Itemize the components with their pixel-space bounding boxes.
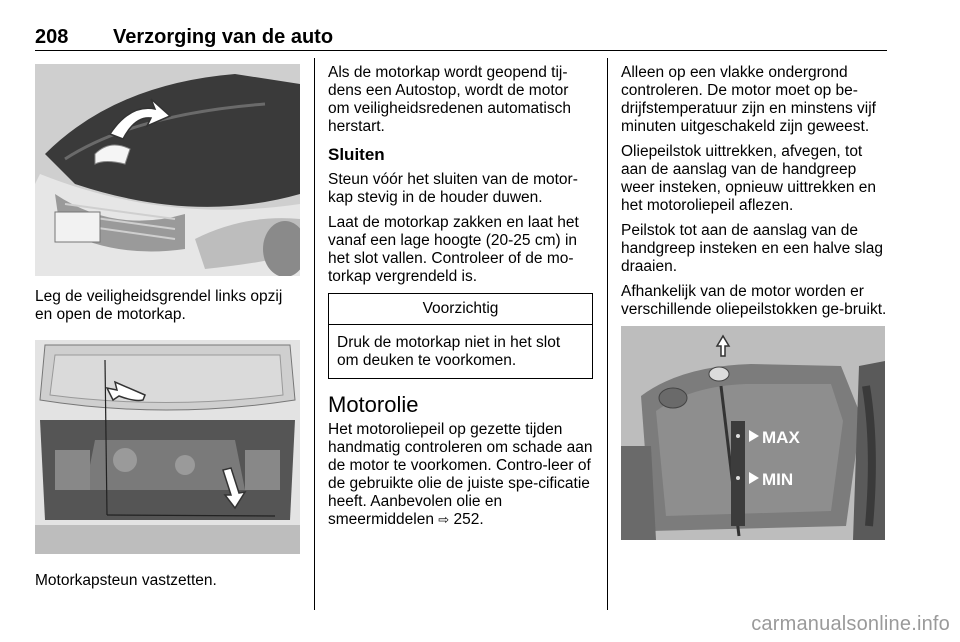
column-divider-2: [607, 58, 608, 610]
page-reference-icon: ⇨: [438, 512, 450, 527]
engine-oil-paragraph: [328, 421, 593, 529]
figure-2-caption: Motorkapsteun vastzetten.: [35, 572, 217, 589]
page-number: 208: [35, 26, 69, 48]
caution-title: Voorzichtig: [329, 294, 592, 325]
page-header: [35, 26, 885, 50]
column-1: [35, 64, 300, 597]
check-paragraph-2: Oliepeilstok uittrekken, afvegen, tot aan de aanslag van de handgreep weer insteken, opnieuw uittrekken en het motoroliepeil aflezen.: [621, 143, 877, 214]
figure-open-hood: [35, 64, 300, 276]
column-3: [621, 64, 887, 540]
closing-paragraph-2: Laat de motorkap zakken en laat het vanaf een lage hoogte (20-25 cm) in het slot vallen. Controleer of de mo-torkap vergrendeld is.: [328, 214, 579, 285]
dipstick-max-label: MAX: [762, 428, 800, 447]
hood-illustration: [35, 64, 300, 276]
closing-paragraph-1: Steun vóór het sluiten van de motor-kap stevig in de houder duwen.: [328, 171, 578, 206]
engine-oil-heading: Motorolie: [328, 392, 419, 417]
check-paragraph-4: Afhankelijk van de motor worden er verschillende oliepeilstokken ge-bruikt.: [621, 283, 887, 318]
check-paragraph-3: Peilstok tot aan de aanslag van de handgreep insteken en een halve slag draaien.: [621, 222, 883, 275]
watermark: carmanualsonline.info: [751, 613, 950, 635]
figure-dipstick: [621, 326, 885, 540]
column-2: [328, 64, 593, 536]
dipstick-min-label: MIN: [762, 470, 794, 489]
caution-box: [328, 293, 593, 379]
figure-hood-support: [35, 340, 300, 554]
page-reference[interactable]: 252.: [453, 511, 484, 528]
check-paragraph-1: Alleen op een vlakke ondergrond controleren. De motor moet op be-drijfstemperatuur zijn en minstens vijf minuten uitgeschakeld zijn geweest.: [621, 64, 876, 135]
page-title: Verzorging van de auto: [113, 26, 334, 48]
engine-oil-text: Het motoroliepeil op gezette tijden handmatig controleren om schade aan de motor te voorkomen. Contro-leer of de gebruikte olie de juiste spe-cificatie heeft. Aanbevolen olie en smeermiddelen: [328, 421, 593, 528]
column-divider-1: [314, 58, 315, 610]
hood-support-illustration: [35, 340, 300, 554]
dipstick-illustration: [621, 326, 885, 540]
caution-text: Druk de motorkap niet in het slot om deuken te voorkomen.: [337, 334, 561, 369]
autostop-paragraph: Als de motorkap wordt geopend tij-dens een Autostop, wordt de motor om veiligheidsredenen automatisch herstart.: [328, 64, 571, 135]
header-rule: [35, 50, 887, 51]
figure-1-caption: Leg de veiligheidsgrendel links opzij en open de motorkap.: [35, 288, 283, 323]
closing-heading: Sluiten: [328, 145, 385, 164]
